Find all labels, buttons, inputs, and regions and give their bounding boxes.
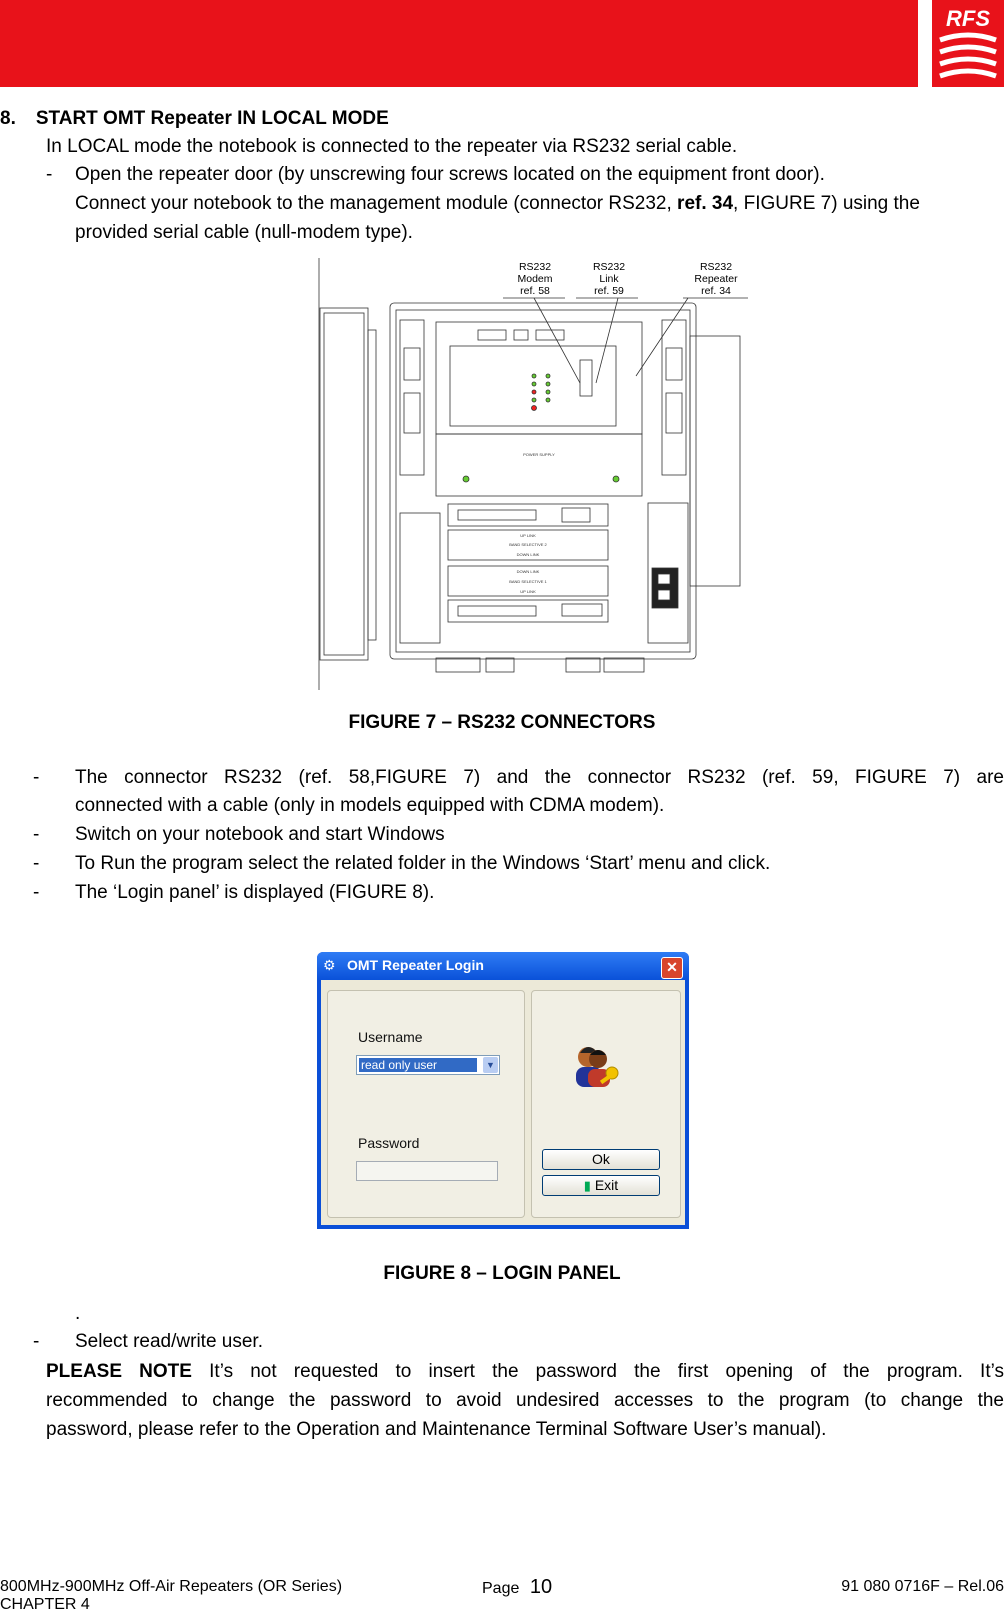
connect-line — [75, 191, 920, 217]
app-icon: ⚙ — [323, 957, 336, 973]
figure-7-diagram — [318, 258, 748, 690]
stray-dot: . — [75, 1303, 81, 1324]
bullet-open-door: Open the repeater door (by unscrewing four screws located on the equipment front door). — [75, 164, 825, 185]
bullet-connector-line1: The connector RS232 (ref. 58,FIGURE 7) and the connector RS232 (ref. 59, FIGURE 7) are — [75, 767, 1004, 788]
actions-panel — [531, 990, 681, 1218]
login-title-bar — [317, 952, 689, 980]
footer-page-number: 10 — [529, 1576, 553, 1598]
username-select[interactable] — [356, 1055, 500, 1075]
callout-modem: RS232 Modem ref. 58 — [517, 261, 553, 297]
exit-button[interactable] — [542, 1175, 660, 1196]
label-up-link-1: UP LINK — [520, 533, 536, 538]
bullet-dash: - — [46, 164, 53, 185]
bullet-connector-line2: connected with a cable (only in models equipped with CDMA modem). — [75, 795, 665, 816]
login-dialog — [317, 952, 689, 1229]
label-power-supply: POWER SUPPLY — [523, 452, 555, 457]
note-bold: PLEASE NOTE — [46, 1361, 192, 1382]
bullet-login-displayed: The ‘Login panel’ is displayed (FIGURE 8). — [75, 882, 435, 903]
figure-7-caption: FIGURE 7 – RS232 CONNECTORS — [348, 712, 656, 733]
rfs-logo — [932, 0, 1004, 87]
close-icon[interactable]: ✕ — [661, 957, 683, 979]
label-band-selective-1: BAND SELECTIVE 1 — [509, 579, 547, 584]
section-title: START OMT Repeater IN LOCAL MODE — [35, 108, 389, 129]
section-number: 8. — [0, 108, 16, 129]
footer-page — [482, 1578, 552, 1598]
users-key-icon — [570, 1043, 626, 1091]
bullet-dash: - — [33, 824, 40, 845]
credentials-panel — [327, 990, 525, 1218]
note-text-1: It’s not requested to insert the password the first opening of the program. It’s — [191, 1361, 1004, 1382]
callout-repeater: RS232 Repeater ref. 34 — [694, 261, 738, 297]
connect-line-2: provided serial cable (null-modem type). — [75, 222, 413, 243]
footer-doc-ref: 91 080 0716F – Rel.06 — [841, 1578, 1004, 1595]
section-heading — [0, 106, 389, 132]
label-band-selective-2: BAND SELECTIVE 2 — [509, 542, 547, 547]
login-title: OMT Repeater Login — [347, 957, 484, 973]
logo-text: RFS — [946, 6, 990, 31]
bullet-dash: - — [33, 853, 40, 874]
label-down-link-2: DOWN LINK — [516, 569, 540, 574]
password-field[interactable] — [356, 1161, 498, 1181]
login-body — [321, 980, 685, 1225]
header-red-band — [0, 0, 918, 87]
bullet-dash: - — [33, 767, 40, 788]
figure-8-caption: FIGURE 8 – LOGIN PANEL — [383, 1263, 621, 1284]
intro-text: In LOCAL mode the notebook is connected to the repeater via RS232 serial cable. — [46, 136, 738, 157]
footer-page-label: Page — [482, 1580, 520, 1597]
label-down-link-1: DOWN LINK — [516, 552, 540, 557]
username-value: read only user — [359, 1058, 477, 1072]
note-line-1 — [46, 1359, 1004, 1385]
ok-button[interactable]: Ok — [542, 1149, 660, 1170]
label-up-link-2: UP LINK — [520, 589, 536, 594]
connect-suffix: , FIGURE 7) using the — [733, 193, 920, 214]
connect-prefix: Connect your notebook to the management module (connector RS232, — [75, 193, 678, 214]
chevron-down-icon[interactable]: ▼ — [483, 1057, 498, 1073]
note-line-3: password, please refer to the Operation and Maintenance Terminal Software User’s manual). — [46, 1419, 827, 1440]
password-label: Password — [358, 1135, 420, 1151]
exit-label: Exit — [594, 1177, 619, 1193]
callout-link: RS232 Link ref. 59 — [592, 261, 626, 297]
exit-door-icon: ▮ — [583, 1178, 591, 1193]
bullet-dash: - — [33, 882, 40, 903]
connect-ref: ref. 34 — [677, 193, 734, 214]
bullet-switch-on: Switch on your notebook and start Windows — [75, 824, 445, 845]
bullet-run-program: To Run the program select the related folder in the Windows ‘Start’ menu and click. — [75, 853, 771, 874]
username-label: Username — [358, 1029, 423, 1045]
note-line-2: recommended to change the password to avoid undesired accesses to the program (to change the — [46, 1390, 1004, 1411]
footer-chapter: CHAPTER 4 — [0, 1596, 90, 1613]
bullet-select-user: Select read/write user. — [75, 1331, 263, 1352]
bullet-dash: - — [33, 1331, 40, 1352]
footer-product: 800MHz-900MHz Off-Air Repeaters (OR Series) — [0, 1578, 343, 1595]
